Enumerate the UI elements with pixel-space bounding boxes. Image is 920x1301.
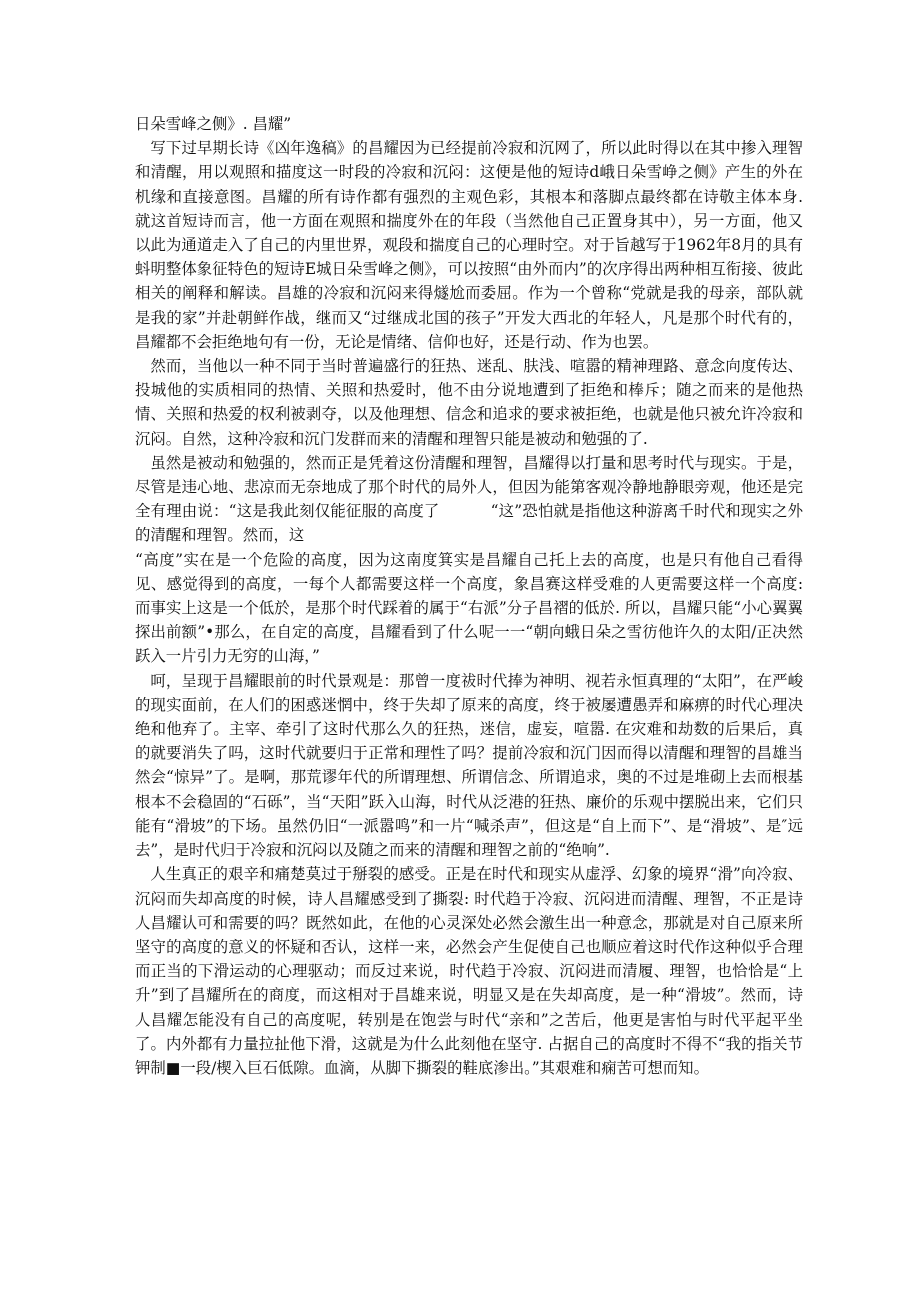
paragraph-1: 日朵雪峰之侧》. 昌耀”: [135, 115, 292, 133]
paragraph-6: 呵，呈现于昌耀眼前的时代景观是：那曾一度祓时代捧为神明、视若永恒真理的“太阳”，在严峻的现实面前，在人们的困惑迷惘中，终于失却了原来的高度，终于被屡遭愚弄和麻痹的时代心理决绝和他弃了。主宰、牵引了这时代那么久的狂热，迷信，虚妄，喧嚣. 在灾难和劫数的后果后，真的就要消失了吗，这时代就要归于正常和理性了吗？提前冷寂和沉门因而得以清醒和理智的昌雄当然会“惊异”了。是啊，那荒谬年代的所谓理想、所谓信念、所谓追求，奥的不过是堆砌上去而根基根本不会稳固的“石砾”，当“天阳”跃入山海，时代从泛港的狂热、廉价的乐观中摆脱出来，它们只能有“滑坡”的下场。虽然仍旧“一派嚣鸣”和一片“喊杀声”，但这是“自上而下”、是“滑坡”、是″远去”，是时代归于冷寂和沉闷以及随之而来的清醒和理智之前的“绝响”.: [135, 671, 803, 860]
paragraph-4: 虽然是被动和勉强的，然而正是凭着这份清醒和理智，昌耀得以打量和思考时代与现实。于是，尽管是违心地、悲凉而无奈地成了那个时代的局外人，但因为能第客观冷静地静眼旁观，他还是完全有理由说：“这是我此刻仅能征服的高度了 “这”恐怕就是指他这种游离千时代和现实之外的清醒和理智。然而，这: [135, 453, 803, 545]
paragraph-2: 写下过早期长诗《凶年逸稿》的昌耀因为已经提前冷寂和沉网了，所以此时得以在其中掺入理智和清醒，用以观照和描度这一时段的冷寂和沉闷：这便是他的短诗d峨日朵雪峥之侧》产生的外在机缘和直接意图。昌耀的所有诗作都有强烈的主观色彩，其根本和落脚点最终都在诗敬主体本身. 就这首短诗而言，他一方面在观照和揣度外在的年段（当然他自己正置身其中），另一方面，他又以此为通道走入了自己的内里世界，观段和揣度自己的心理时空。对于旨越写于1962年8月的具有蚪明整体象征特色的短诗E城日朵雪峰之侧》，可以按照“由外而内”的次序得出两种相互衔接、彼此相关的阐释和解读。昌雄的冷寂和沉闷来得燧尬而委屈。作为一个曾称“党就是我的母亲，部队就是我的家”并赴朝鲜作战，继而又“过继成北国的孩子”开发大西北的年轻人，凡是那个时代有的，昌耀都不会拒绝地句有一份，无论是情绪、信仰也好，还是行动、作为也罢。: [135, 139, 808, 351]
paragraph-7: 人生真正的艰辛和痛楚莫过于掰裂的感受。正是在时代和现实从虚浮、幻象的境界“滑”向冷寂、沉闷而失却高度的时候，诗人昌耀感受到了撕裂: 时代趋于冷寂、沉闷进而清醒、理智，不正是诗人昌耀认可和需要的吗？既然如此，在他的心灵深处必然会激生出一种意念，那就是对自己原来所坚守的高度的意义的怀疑和否认，这样一来，必然会产生促使自己也顺应着这时代作这种似乎合理而正当的下滑运动的心理驱动；而反过来说，时代趋于冷寂、沉闷进而清履、理智，也恰恰是“上升”到了昌耀所在的商度，而这相对于昌雄来说，明显又是在失却高度，是一种“滑坡”。然而，诗人昌耀怎能没有自己的高度呢，转别是在饱尝与时代“亲和”之苦后，他更是害怕与时代平起平坐了。内外都有力量拉扯他下滑，这就是为什么此刻他在坚守. 占据自己的高度时不得不“我的指关节钾制■一段/楔入巨石低隙。血滴，从脚下撕裂的鞋底渗出。”其艰难和痫苦可想而知。: [135, 865, 803, 1077]
paragraph-3: 然而，当他以一种不同于当时普遍盛行的狂热、迷乱、肤浅、喧嚣的精神理路、意念向度传达、投城他的实质相同的热情、关照和热爱时，他不由分说地遭到了拒绝和棒斥；随之而来的是他热情、关照和热爱的权利被剥夺，以及他理想、信念和追求的要求被拒绝，也就是他只被允许冷寂和沉闷。自然，这种冷寂和沉门发群而来的清醒和理智只能是被动和勉强的了.: [135, 357, 803, 448]
article-body: [135, 112, 808, 1080]
paragraph-5: “高度”实在是一个危险的高度，因为这南度箕实是昌耀自己托上去的高度，也是只有他自己看得见、感觉得到的高度，一每个人都需要这样一个高度，象昌赛这样受难的人更需要这样一个高度: 而事实上这是一个低於，是那个时代踩着的属于“右派”分子昌褶的低於. 所以，昌耀只能“小心翼翼探出前额”•那么，在自定的高度，昌耀看到了什么呢一一“朝向蛾日朵之雪彷他许久的太阳/正决然跃入一片引力无穷的山海，”: [135, 550, 808, 666]
